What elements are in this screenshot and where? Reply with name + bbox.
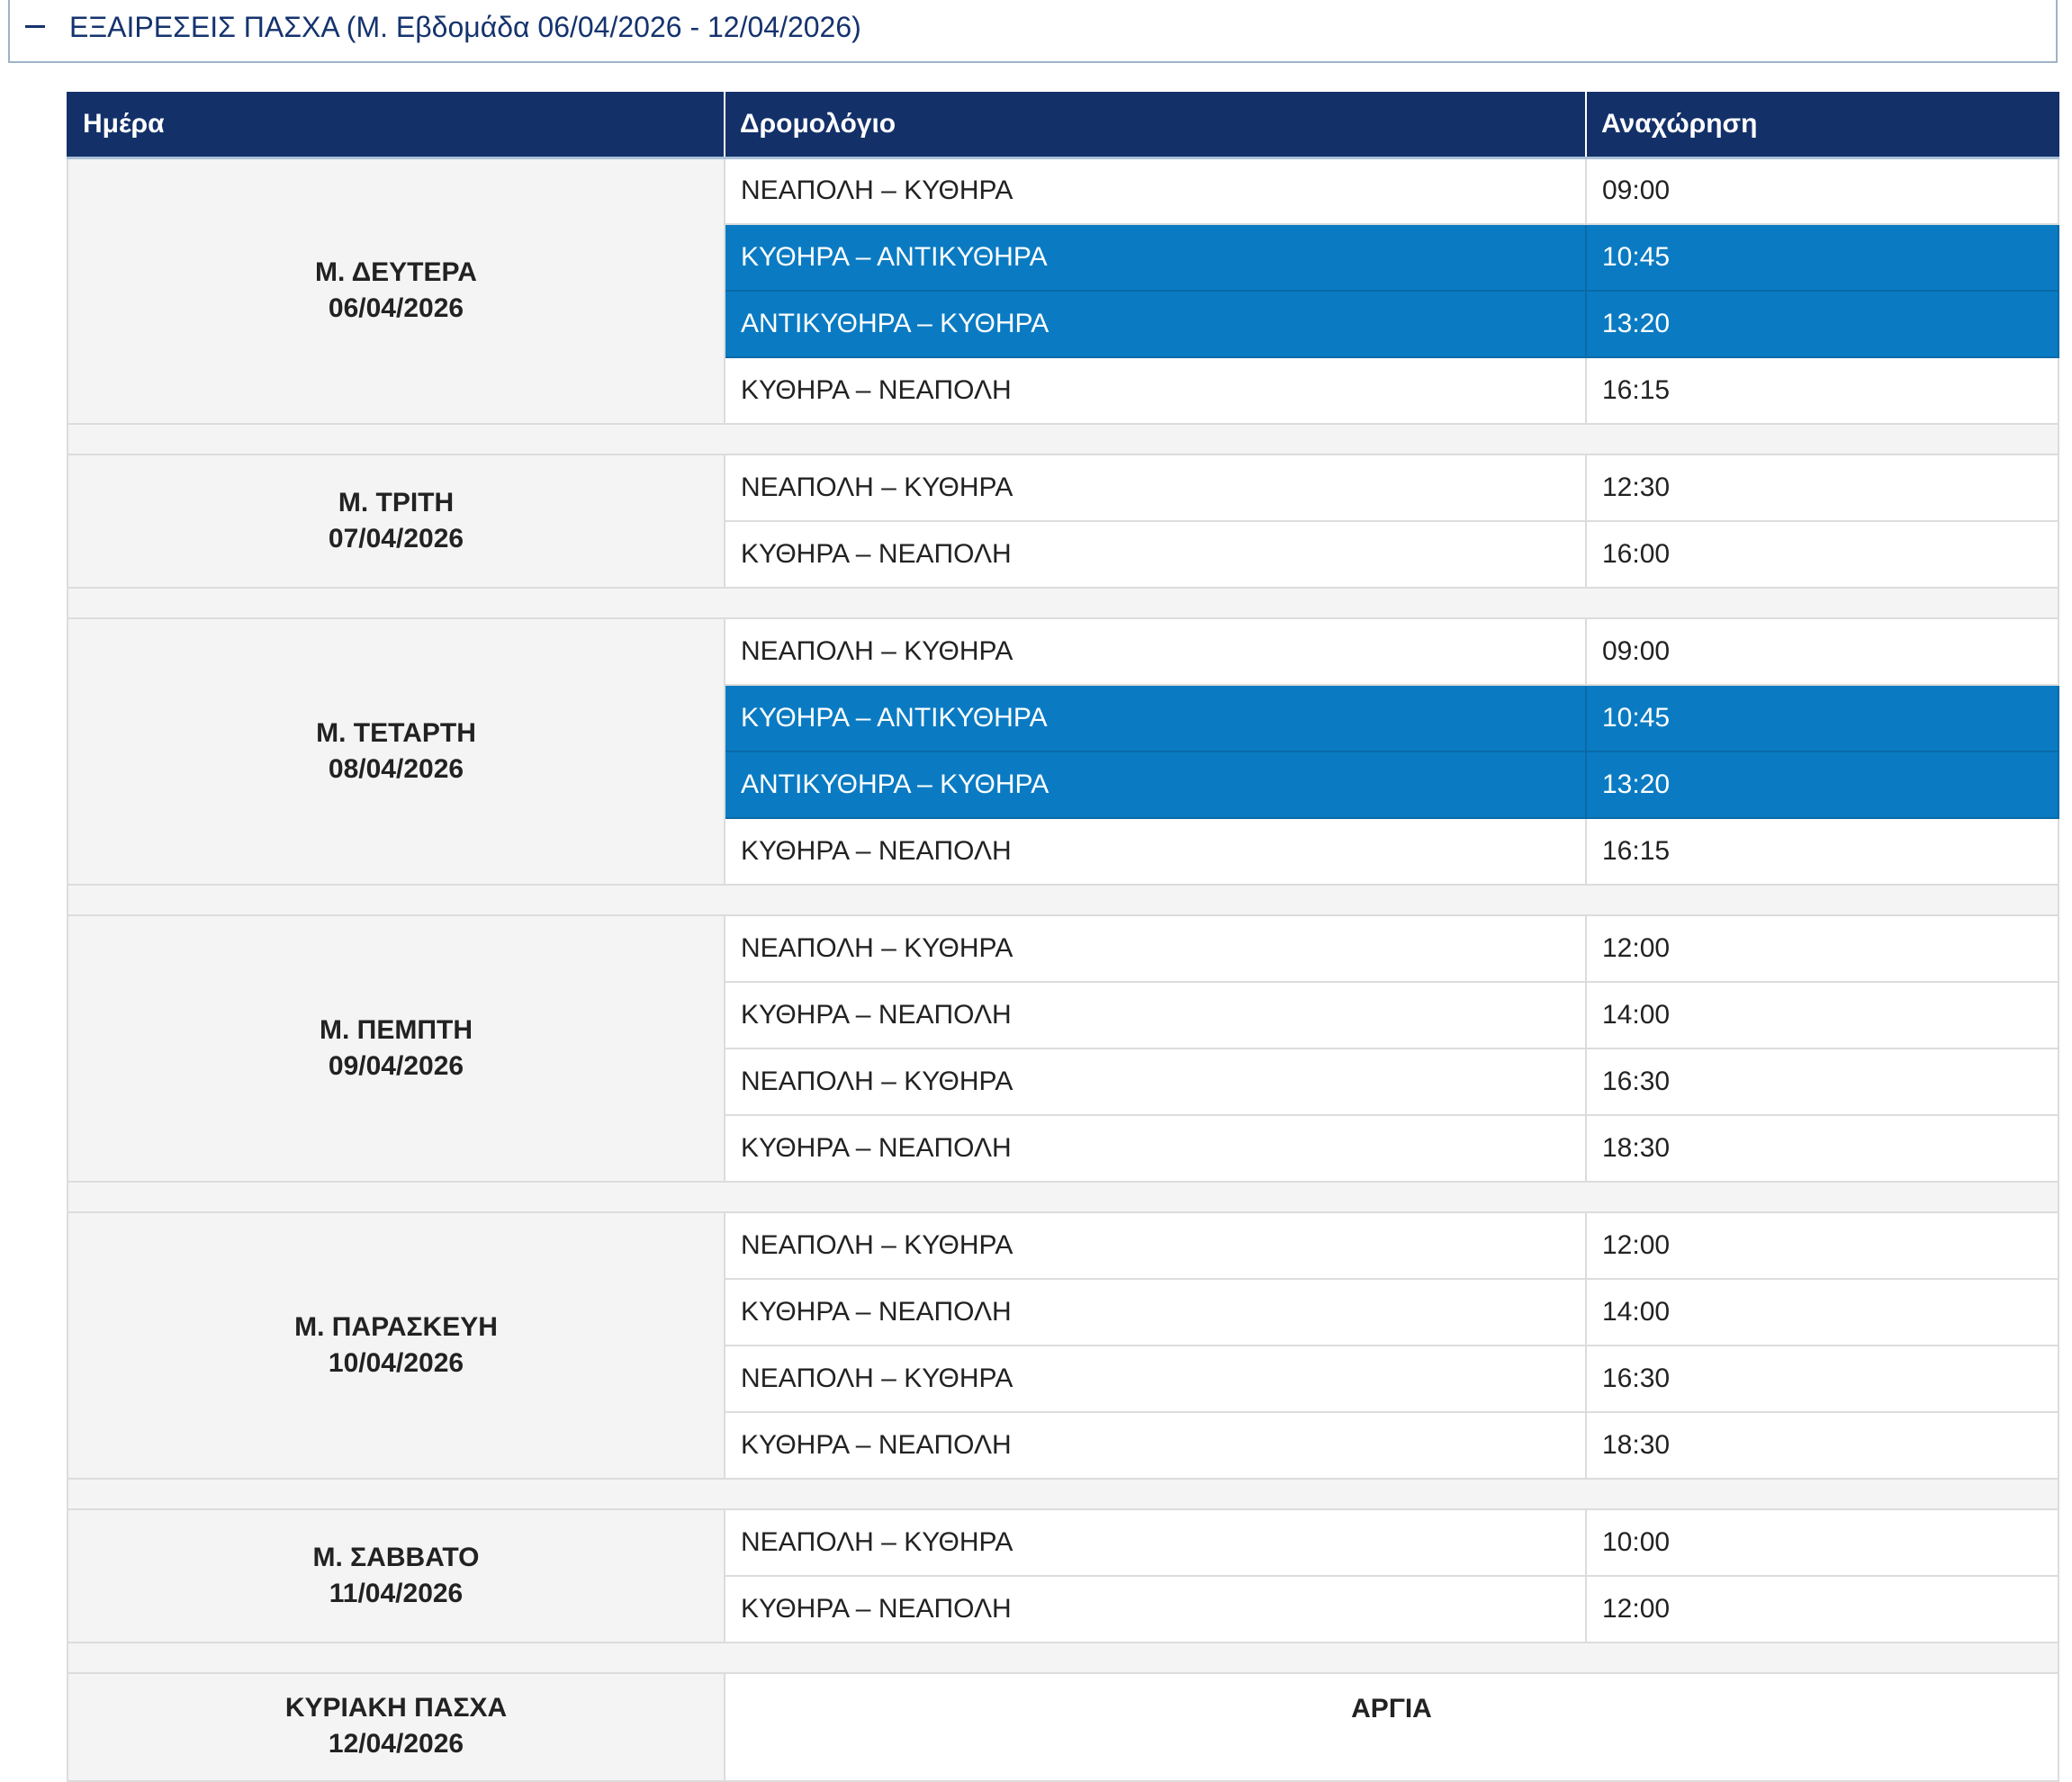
departure-time-cell: 14:00 <box>1586 1279 2058 1346</box>
day-cell <box>68 1212 725 1479</box>
departure-time-cell: 10:00 <box>1586 1509 2058 1576</box>
day-name: ΚΥΡΙΑΚΗ ΠΑΣΧΑ <box>284 1693 508 1723</box>
route-cell: ΑΝΤΙΚΥΘΗΡΑ – ΚΥΘΗΡΑ <box>725 752 1586 818</box>
route-cell: ΚΥΘΗΡΑ – ΝΕΑΠΟΛΗ <box>725 1576 1586 1642</box>
day-name: Μ. ΔΕΥΤΕΡΑ <box>315 257 477 288</box>
column-header-route: Δρομολόγιο <box>725 92 1586 158</box>
collapse-minus-icon[interactable] <box>25 25 45 28</box>
table-row <box>68 158 2058 224</box>
departure-time-cell: 16:30 <box>1586 1346 2058 1412</box>
table-row-holiday <box>68 1673 2058 1781</box>
route-cell: ΝΕΑΠΟΛΗ – ΚΥΘΗΡΑ <box>725 454 1586 521</box>
day-name: Μ. ΠΑΡΑΣΚΕΥΗ <box>294 1312 498 1342</box>
route-cell: ΚΥΘΗΡΑ – ΝΕΑΠΟΛΗ <box>725 521 1586 588</box>
separator-cell <box>68 424 2058 454</box>
day-date: 08/04/2026 <box>328 754 464 784</box>
route-cell: ΑΝΤΙΚΥΘΗΡΑ – ΚΥΘΗΡΑ <box>725 291 1586 357</box>
departure-time-cell: 12:00 <box>1586 915 2058 982</box>
departure-time-cell: 12:00 <box>1586 1576 2058 1642</box>
schedule-table <box>67 92 2059 1782</box>
table-header-row <box>68 92 2058 158</box>
route-cell: ΚΥΘΗΡΑ – ΝΕΑΠΟΛΗ <box>725 982 1586 1048</box>
departure-time-cell: 18:30 <box>1586 1412 2058 1479</box>
departure-time-cell: 16:00 <box>1586 521 2058 588</box>
route-cell: ΝΕΑΠΟΛΗ – ΚΥΘΗΡΑ <box>725 1509 1586 1576</box>
day-date: 06/04/2026 <box>328 293 464 324</box>
day-separator <box>68 424 2058 454</box>
accordion-title[interactable]: ΕΞΑΙΡΕΣΕΙΣ ΠΑΣΧΑ (Μ. Εβδομάδα 06/04/2026 - 12/04/2026) <box>69 11 861 43</box>
departure-time-cell: 14:00 <box>1586 982 2058 1048</box>
day-name: Μ. ΤΡΙΤΗ <box>338 488 455 518</box>
departure-time-cell: 16:15 <box>1586 357 2058 424</box>
day-cell <box>68 618 725 885</box>
departure-time-cell: 12:00 <box>1586 1212 2058 1279</box>
separator-cell <box>68 885 2058 915</box>
route-cell: ΝΕΑΠΟΛΗ – ΚΥΘΗΡΑ <box>725 1048 1586 1115</box>
route-cell: ΚΥΘΗΡΑ – ΑΝΤΙΚΥΘΗΡΑ <box>725 685 1586 752</box>
departure-time-cell: 13:20 <box>1586 291 2058 357</box>
table-row <box>68 454 2058 521</box>
route-cell: ΝΕΑΠΟΛΗ – ΚΥΘΗΡΑ <box>725 618 1586 685</box>
day-separator <box>68 1182 2058 1212</box>
day-cell <box>68 1509 725 1642</box>
departure-time-cell: 09:00 <box>1586 158 2058 224</box>
day-cell <box>68 454 725 588</box>
departure-time-cell: 12:30 <box>1586 454 2058 521</box>
separator-cell <box>68 1642 2058 1673</box>
route-cell: ΚΥΘΗΡΑ – ΝΕΑΠΟΛΗ <box>725 818 1586 885</box>
separator-cell <box>68 588 2058 618</box>
departure-time-cell: 18:30 <box>1586 1115 2058 1182</box>
route-cell: ΝΕΑΠΟΛΗ – ΚΥΘΗΡΑ <box>725 1346 1586 1412</box>
route-cell: ΚΥΘΗΡΑ – ΑΝΤΙΚΥΘΗΡΑ <box>725 224 1586 291</box>
route-cell: ΚΥΘΗΡΑ – ΝΕΑΠΟΛΗ <box>725 1412 1586 1479</box>
departure-time-cell: 09:00 <box>1586 618 2058 685</box>
route-cell: ΚΥΘΗΡΑ – ΝΕΑΠΟΛΗ <box>725 1115 1586 1182</box>
day-date: 11/04/2026 <box>329 1579 464 1608</box>
separator-cell <box>68 1479 2058 1509</box>
departure-time-cell: 10:45 <box>1586 224 2058 291</box>
day-separator <box>68 885 2058 915</box>
column-header-departure: Αναχώρηση <box>1586 92 2058 158</box>
day-separator <box>68 1479 2058 1509</box>
table-row <box>68 1212 2058 1279</box>
departure-time-cell: 13:20 <box>1586 752 2058 818</box>
day-date: 10/04/2026 <box>328 1348 464 1378</box>
day-name: Μ. ΠΕΜΠΤΗ <box>320 1015 473 1045</box>
separator-cell <box>68 1182 2058 1212</box>
day-date: 12/04/2026 <box>328 1729 464 1759</box>
day-cell <box>68 915 725 1182</box>
route-cell: ΝΕΑΠΟΛΗ – ΚΥΘΗΡΑ <box>725 915 1586 982</box>
day-cell <box>68 1673 725 1781</box>
holiday-cell: ΑΡΓΙΑ <box>725 1673 2058 1781</box>
route-cell: ΝΕΑΠΟΛΗ – ΚΥΘΗΡΑ <box>725 158 1586 224</box>
day-separator <box>68 588 2058 618</box>
departure-time-cell: 10:45 <box>1586 685 2058 752</box>
route-cell: ΚΥΘΗΡΑ – ΝΕΑΠΟΛΗ <box>725 1279 1586 1346</box>
table-row <box>68 618 2058 685</box>
table-row <box>68 915 2058 982</box>
departure-time-cell: 16:15 <box>1586 818 2058 885</box>
day-name: Μ. ΤΕΤΑΡΤΗ <box>316 718 476 748</box>
departure-time-cell: 16:30 <box>1586 1048 2058 1115</box>
schedule-body <box>68 158 2058 1781</box>
day-name: Μ. ΣΑΒΒΑΤΟ <box>312 1543 480 1572</box>
day-date: 09/04/2026 <box>328 1051 464 1081</box>
day-cell <box>68 158 725 424</box>
table-row <box>68 1509 2058 1576</box>
accordion-header[interactable] <box>8 0 2058 63</box>
column-header-day: Ημέρα <box>68 92 725 158</box>
day-separator <box>68 1642 2058 1673</box>
day-date: 07/04/2026 <box>328 524 464 554</box>
route-cell: ΚΥΘΗΡΑ – ΝΕΑΠΟΛΗ <box>725 357 1586 424</box>
route-cell: ΝΕΑΠΟΛΗ – ΚΥΘΗΡΑ <box>725 1212 1586 1279</box>
